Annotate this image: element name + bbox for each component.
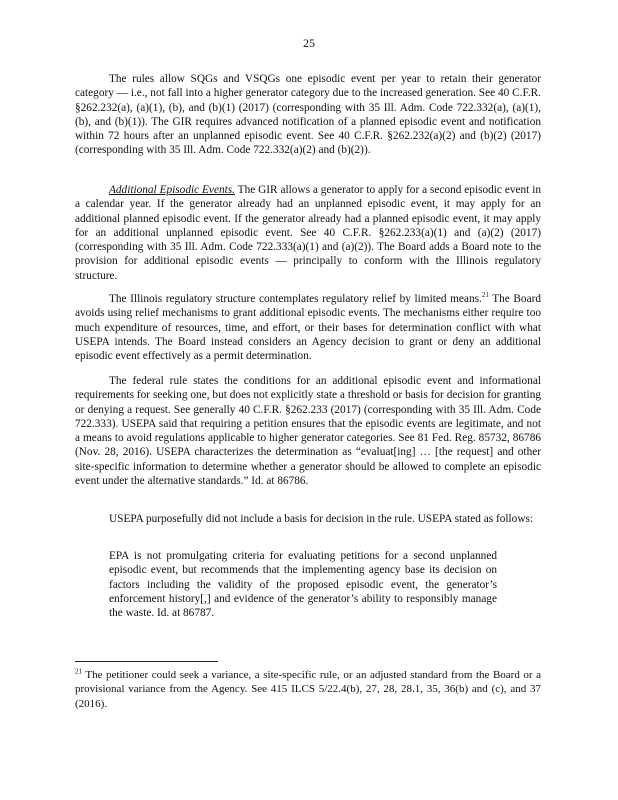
footnote-number: 21 [75,667,82,676]
footnote-text: The petitioner could seek a variance, a site-specific rule, or an adjusted standard from the Board or a provisional variance from the Agency. See 415 ILCS 5/22.4(b), 27, 28, 28.1, 35, 36(b) and (c), and 37 (2016). [75,669,541,710]
paragraph-episodic-event-rules: The rules allow SQGs and VSQGs one episodic event per year to retain their generator category — i.e., not fall into a higher generator category due to the increased generation. See 40 C.F.R. §262.232(a), (a)(1), (b), and (b)(1) (2017) (corresponding with 35 Ill. Adm. Code 722.332(a), (a)(1), (b), and (b)(1)). The GIR requires advanced notification of a planned episodic event and notification within 72 hours after an unplanned episodic event. See 40 C.F.R. §262.232(a)(2) and (b)(2) (2017) (corresponding with 35 Ill. Adm. Code 722.332(a)(2) and (b)(2)). [75,73,541,157]
paragraph-body: The GIR allows a generator to apply for a second episodic event in a calendar year. If the generator already had an unplanned episodic event, it may apply for an additional planned episodic event. If the generator already had a planned episodic event, it may apply for an additional unplanned episodic event. See 40 C.F.R. §262.233(a)(1) and (a)(2) (2017) (corresponding with 35 Ill. Adm. Code 722.333(a)(1) and (a)(2)). The Board adds a Board note to the provision for additional episodic events — principally to conform with the Illinois regulatory structure. [75,184,541,282]
section-heading: Additional Episodic Events. [109,184,235,196]
footnote-separator [75,661,218,662]
block-quote: EPA is not promulgating criteria for evaluating petitions for a second unplanned episodic event, but recommends that the implementing agency base its decision on factors including the validity of the proposed episodic event, the generator’s enforcement history[,] and evidence of the generator’s ability to responsibly manage the waste. Id. at 86787. [109,550,497,620]
paragraph-federal-rule-conditions: The federal rule states the conditions for an additional episodic event and informational requirements for seeking one, but does not explicitly state a threshold or basis for decision for granting or denying a request. See generally 40 C.F.R. §262.233 (2017) (corresponding with 35 Ill. Adm. Code 722.333). USEPA said that requiring a petition ensures that the episodic events are legitimate, and not a means to avoid regulations applicable to higher generator categories. See 81 Fed. Reg. 85732, 86786 (Nov. 28, 2016). USEPA characterizes the determination as “evaluat[ing] … [the request] and other site-specific information to determine whether a generator should be allowed to complete an episodic event under the alternative standards.” Id. at 86786. [75,375,541,488]
page-number: 25 [303,36,315,50]
footnote-reference[interactable]: 21 [481,291,489,300]
paragraph-usepa-basis: USEPA purposefully did not include a basis for decision in the rule. USEPA stated as follows: [109,513,534,525]
paragraph-body: The Illinois regulatory structure contemplates regulatory relief by limited means. [109,293,482,305]
paragraph-illinois-regulatory-structure [75,292,541,363]
paragraph-additional-episodic-events [75,183,541,283]
footnote [75,668,541,711]
paragraph-body-continued: The Board avoids using relief mechanisms to grant additional episodic events. The mechanisms either require too much expenditure of resources, time, and effort, or their bases for determination conflict with what USEPA intends. The Board instead considers an Agency decision to grant or deny an additional episodic event effectively as a permit determination. [75,293,541,363]
